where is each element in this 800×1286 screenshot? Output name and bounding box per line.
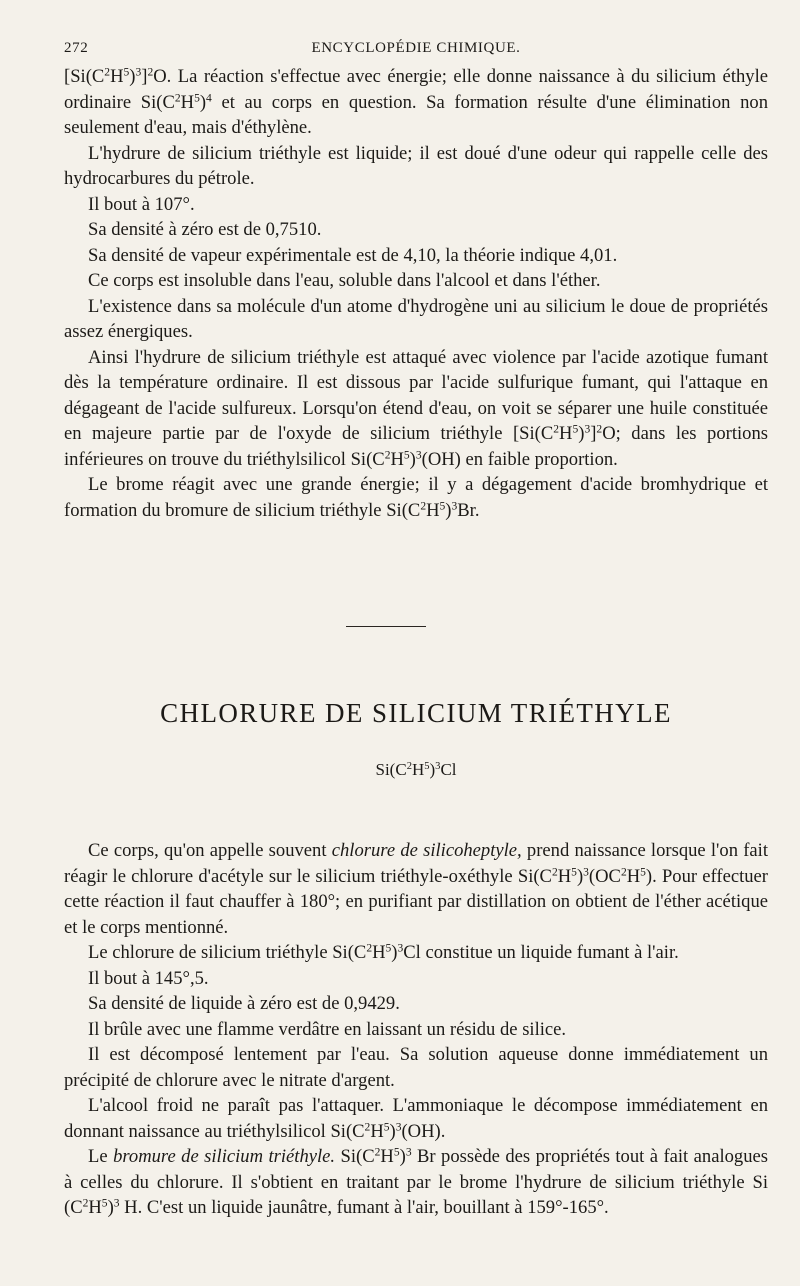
running-title: ENCYCLOPÉDIE CHIMIQUE.: [311, 40, 521, 56]
paragraph: Ce corps est insoluble dans l'eau, soluble dans l'alcool et dans l'éther.: [88, 270, 601, 291]
paragraph: L'hydrure de silicium triéthyle est liquide; il est doué d'une odeur qui rappelle celle des hydrocarbures du pétrole.: [64, 142, 768, 189]
paragraph: $[Si(C^2H^5)^3]^2O$. La réaction s'effectue avec énergie; elle donne naissance à du silicium éthyle ordinaire $Si(C^2H^5)^4$ et au corps en question. Sa formation résulte d'une élimination non seulement d'eau, mais d'éthylène.: [64, 66, 768, 138]
paragraph: Le chlorure de silicium triéthyle $Si(C^2H^5)^3Cl$ constitue un liquide fumant à l'air.: [88, 942, 679, 963]
running-head: [64, 40, 768, 64]
section-divider: [346, 626, 426, 627]
paragraph: Il bout à 107°.: [88, 193, 195, 215]
paragraph: Il bout à 145°,5.: [88, 967, 209, 989]
section-body: [64, 838, 768, 1221]
paragraph: Sa densité de liquide à zéro est de 0,9429.: [88, 993, 400, 1014]
section-formula: $Si(C^2H^5)^3Cl$: [375, 760, 457, 779]
paragraph: Il brûle avec une flamme verdâtre en laissant un résidu de silice.: [88, 1018, 567, 1040]
paragraph: L'existence dans sa molécule d'un atome d'hydrogène uni au silicium le doue de propriétés assez énergiques.: [64, 295, 768, 342]
section-title: CHLORURE DE SILICIUM TRIÉTHYLE: [160, 698, 672, 728]
page-number: 272: [64, 40, 89, 56]
paragraph: Le brome réagit avec une grande énergie; il y a dégagement d'acide bromhydrique et formation du bromure de silicium triéthyle $Si(C^2H^5)^3Br$.: [64, 474, 768, 521]
paragraph: Sa densité de vapeur expérimentale est de 4,10, la théorie indique 4,01.: [88, 244, 618, 266]
continued-text: [64, 64, 768, 523]
paragraph: Il est décomposé lentement par l'eau. Sa solution aqueuse donne immédiatement un précipité de chlorure avec le nitrate d'argent.: [64, 1044, 768, 1091]
paragraph: Le bromure de silicium triéthyle. $Si(C^2H^5)^3$ Br possède des propriétés tout à fait analogues à celles du chlorure. Il s'obtient en traitant par le brome l'hydrure de silicium triéthyle Si $(C^2H^5)^3$ H. C'est un liquide jaunâtre, fumant à l'air, bouillant à 159°-165°.: [64, 1146, 769, 1218]
paragraph: Ce corps, qu'on appelle souvent chlorure de silicoheptyle, prend naissance lorsque l'on fait réagir le chlorure d'acétyle sur le silicium triéthyle-oxéthyle $Si(C^2H^5)^3(OC^2H^5)$. Pour effectuer cette réaction il faut chauffer à 180°; en purifiant par distillation on obtient de l'éther acétique et le corps mentionné.: [64, 840, 768, 938]
paragraph: Sa densité à zéro est de 0,7510.: [88, 219, 322, 240]
paragraph: Ainsi l'hydrure de silicium triéthyle est attaqué avec violence par l'acide azotique fumant dès la température ordinaire. Il est dissous par l'acide sulfurique fumant, qui l'attaque en dégageant de l'acide sulfureux. Lorsqu'on étend d'eau, on voit se séparer une huile constituée en majeure partie par de l'oxyde de silicium triéthyle $[Si(C^2H^5)^3]^2O$; dans les portions inférieures on trouve du triéthylsilicol $Si(C^2H^5)^3(OH)$ en faible proportion.: [64, 346, 768, 470]
paragraph: L'alcool froid ne paraît pas l'attaquer. L'ammoniaque le décompose immédiatement en donnant naissance au triéthylsilicol $Si(C^2H^5)^3(OH)$.: [64, 1095, 768, 1142]
